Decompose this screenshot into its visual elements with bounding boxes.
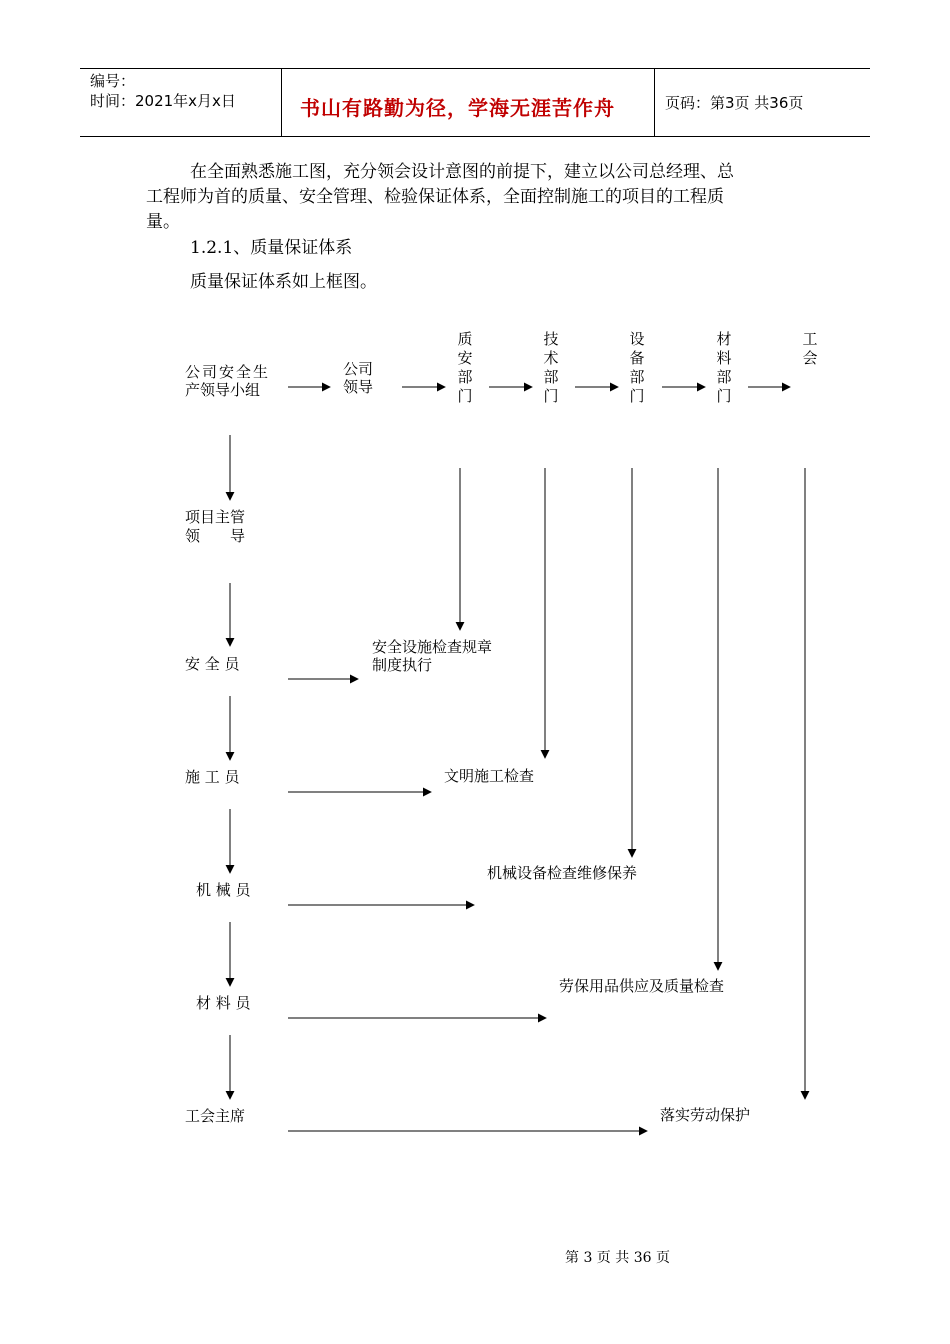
task-protection-supply: 劳保用品供应及质量检查 — [559, 977, 725, 995]
node-dept-tech: 技术部门 — [543, 330, 559, 405]
node-union: 工会 — [802, 330, 818, 367]
node-dept-equipment: 设备部门 — [629, 330, 645, 405]
task-machinery-maintenance: 机械设备检查维修保养 — [487, 864, 638, 882]
task-safety-line1: 安全设施检查规章 — [372, 638, 493, 656]
header-code-label: 编号： — [90, 72, 136, 90]
node-project-leader-line2: 领 导 — [185, 527, 246, 545]
node-construction-officer: 施 工 员 — [185, 768, 240, 786]
node-machinery-officer: 机 械 员 — [196, 881, 251, 899]
body-paragraph-line1: 在全面熟悉施工图，充分领会设计意图的前提下，建立以公司总经理、总 — [190, 162, 734, 182]
header-time-label: 时间：2021年x月x日 — [90, 92, 236, 110]
node-safety-group-line2: 产领导小组 — [185, 381, 261, 399]
node-safety-officer: 安 全 员 — [185, 655, 240, 673]
node-union-chair: 工会主席 — [185, 1107, 246, 1125]
section-intro: 质量保证体系如上框图。 — [190, 272, 377, 292]
footer-page-number: 第 3 页 共 36 页 — [565, 1250, 670, 1266]
node-material-officer: 材 料 员 — [196, 994, 251, 1012]
body-paragraph-line3: 量。 — [146, 212, 180, 232]
node-leader-line1: 公司 — [343, 360, 374, 378]
section-heading: 1.2.1、质量保证体系 — [190, 238, 353, 258]
node-project-leader-line1: 项目主管 — [185, 508, 246, 526]
task-civilized-construction: 文明施工检查 — [444, 767, 535, 785]
body-paragraph-line2: 工程师为首的质量、安全管理、检验保证体系，全面控制施工的项目的工程质 — [146, 187, 724, 207]
node-leader-line2: 领导 — [343, 378, 374, 396]
header-page-info: 页码：第3页 共36页 — [665, 94, 804, 112]
node-dept-material: 材料部门 — [716, 330, 732, 405]
task-labor-protection: 落实劳动保护 — [660, 1106, 751, 1124]
header-motto: 书山有路勤为径，学海无涯苦作舟 — [300, 96, 615, 120]
node-dept-quality: 质安部门 — [457, 330, 473, 405]
node-safety-group-line1: 公司安全生 — [185, 363, 271, 381]
task-safety-line2: 制度执行 — [372, 656, 433, 674]
